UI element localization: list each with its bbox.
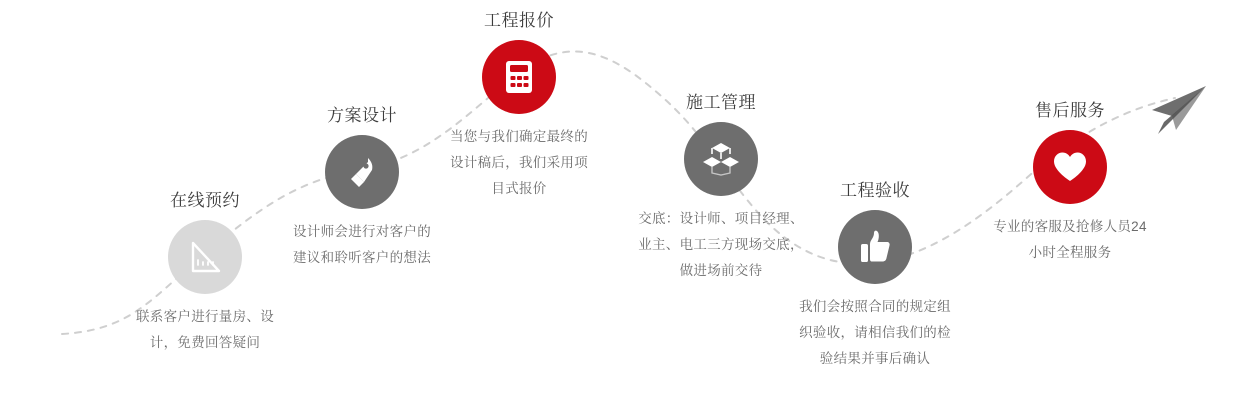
step-description: 交底：设计师、项目经理、业主、电工三方现场交底，做进场前交待 <box>638 211 804 278</box>
step-title: 在线预约 <box>170 191 240 210</box>
step-description: 当您与我们确定最终的设计稿后，我们采用项目式报价 <box>450 129 588 196</box>
boxes-icon <box>684 122 758 196</box>
step-construction-management[interactable] <box>636 92 806 284</box>
ruler-triangle-icon <box>168 220 242 294</box>
step-description: 我们会按照合同的规定组织验收，请相信我们的检验结果并事后确认 <box>799 299 951 366</box>
paper-plane-icon <box>1152 86 1206 134</box>
step-description: 联系客户进行量房、设计，免费回答疑问 <box>136 309 274 350</box>
pen-nib-icon <box>325 135 399 209</box>
step-description: 专业的客服及抢修人员24小时全程服务 <box>993 219 1147 260</box>
step-description: 设计师会进行对客户的建议和聆听客户的想法 <box>293 224 431 265</box>
step-scheme-design[interactable] <box>277 105 447 271</box>
step-title: 施工管理 <box>686 93 756 112</box>
step-project-quotation[interactable] <box>434 10 604 202</box>
step-after-sales-service[interactable] <box>985 100 1155 266</box>
step-title: 工程验收 <box>840 181 910 200</box>
step-project-acceptance[interactable] <box>790 180 960 372</box>
step-title: 方案设计 <box>327 106 397 125</box>
heart-icon <box>1033 130 1107 204</box>
step-title: 售后服务 <box>1035 101 1105 120</box>
calculator-icon <box>482 40 556 114</box>
thumbs-up-icon <box>838 210 912 284</box>
step-title: 工程报价 <box>484 11 554 30</box>
step-online-booking[interactable] <box>120 190 290 356</box>
